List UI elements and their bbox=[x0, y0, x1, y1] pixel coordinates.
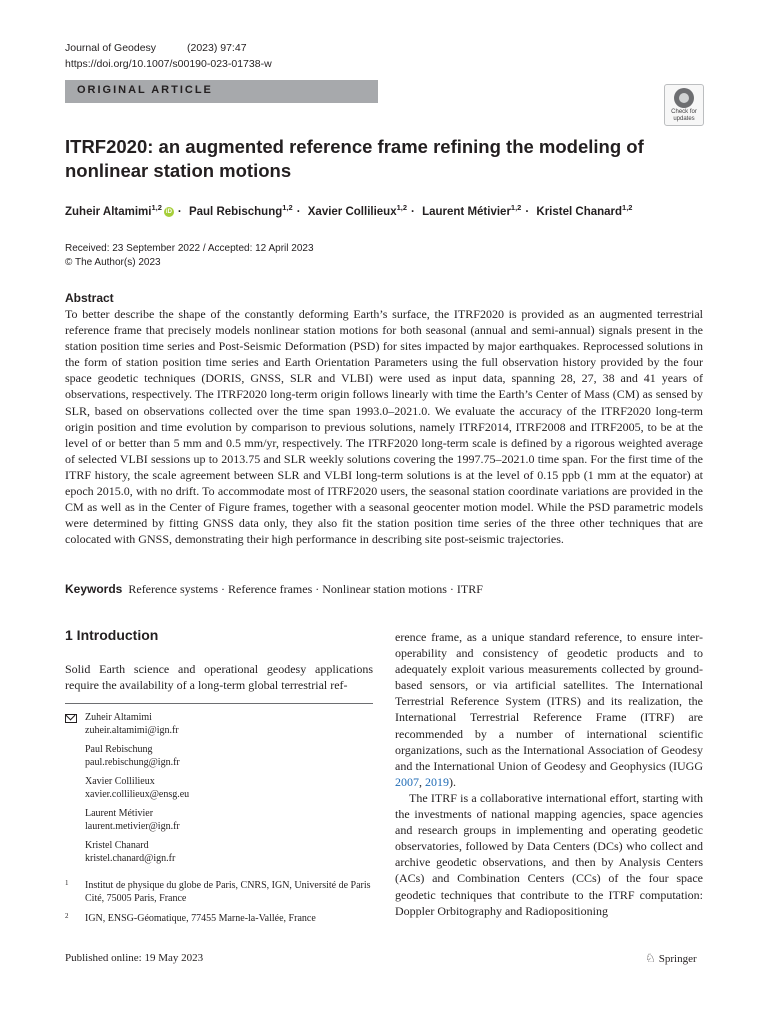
copyright: © The Author(s) 2023 bbox=[65, 257, 161, 268]
author-affiliation: 1,2 bbox=[282, 203, 293, 212]
abstract-text: To better describe the shape of the constantly deforming Earth’s surface, the ITRF2020 is provided as an augmented terrestrial reference frame that precisely models nonlinear station motions for both seasonal (annual and semi-annual) signals present in the station position time series and Post-Seismic Deformation (PSD) for sites impacted by major earthquakes. Reprocessed solutions in the form of station position time series and Earth Orientation Parameters using the full observation history provided by the four space geodetic techniques (DORIS, GNSS, SLR and VLBI) were used as input data, spanning 28, 27, 38 and 41 years of observations, respectively. The ITRF2020 long-term origin follows linearly with time the Earth’s Center of Mass (CM) as sensed by SLR, based on observations collected over the time span 1993.0–2021.0. We evaluate the accuracy of the ITRF2020 long-term origin position and time evolution by comparison to previous solutions, namely ITRF2014, ITRF2008 and ITRF2005, to be at the level of or better than 5 mm and 0.5 mm/yr, respectively. The ITRF2020 long-term scale is defined by a rigorous weighted average of selected VLBI sessions up to 2013.75 and SLR weekly solutions covering the 1997.75–2021.0 time span. For the first time of the ITRF history, the scale agreement between SLR and VLBI long-term solutions is at the level of 0.15 ppb (1 mm at the equator) at epoch 2015.0, with no drift. To accommodate most of ITRF2020 users, the seasonal station coordinate variations are provided in the CM as well as in the Center of Figure frames, together with a seasonal geocenter motion model. While the PSD parametric models were determined by fitting GNSS data only, they also fit the station position time series of the three other techniques that are colocated with GNSS, demonstrating their high performance in describing site post-seismic trajectories. bbox=[65, 307, 703, 547]
check-updates-line2: updates bbox=[673, 116, 695, 122]
journal-issue: (2023) 97:47 bbox=[186, 42, 247, 54]
author-affiliation: 1,2 bbox=[396, 203, 408, 212]
author-name: Laurent Métivier bbox=[422, 205, 511, 218]
citation-end: ). bbox=[449, 774, 456, 789]
contact-email[interactable]: laurent.metivier@ign.fr bbox=[85, 820, 180, 832]
footnote-divider bbox=[65, 703, 373, 704]
contact-name: Paul Rebischung bbox=[85, 744, 153, 755]
keywords-heading: Keywords bbox=[65, 582, 123, 596]
contact-item bbox=[65, 840, 373, 865]
received-accepted: Received: 23 September 2022 / Accepted: 12 April 2023 bbox=[65, 243, 314, 254]
article-title: ITRF2020: an augmented reference frame refining the modeling of nonlinear station motions bbox=[65, 136, 644, 181]
contact-name: Zuheir Altamimi bbox=[85, 712, 152, 723]
abstract-heading: Abstract bbox=[65, 291, 114, 305]
contact-email[interactable]: xavier.collilieux@ensg.eu bbox=[85, 788, 190, 800]
crossmark-icon bbox=[674, 88, 694, 108]
affiliation-text: IGN, ENSG-Géomatique, 77455 Marne-la-Vallée, France bbox=[85, 913, 316, 924]
author-affiliation: 1,2 bbox=[510, 203, 522, 212]
citation-link[interactable]: 2019 bbox=[425, 774, 449, 789]
section-heading-introduction: 1 Introduction bbox=[65, 627, 159, 643]
intro-right-column bbox=[395, 629, 703, 919]
author-affiliation: 1,2 bbox=[622, 203, 633, 212]
citation-link[interactable]: 2007 bbox=[395, 774, 419, 789]
contact-item bbox=[65, 776, 373, 801]
contact-item bbox=[65, 712, 373, 737]
journal-header bbox=[65, 40, 275, 72]
intro-paragraph-text: erence frame, as a unique standard reference, to ensure inter-operability and consistency of geodetic products and to adequately exploit various measurements collected by ground-based sensors, or via artificial satellites. The International Terrestrial Reference System (ITRS) and its realization, the International Terrestrial Reference Frame (ITRF) are recommended by a number of international scientific organizations, such as the International Association of Geodesy and the International Union of Geodesy and Geophysics (IUGG bbox=[395, 630, 703, 773]
contact-item bbox=[65, 744, 373, 769]
orcid-icon[interactable]: iD bbox=[165, 208, 172, 215]
check-updates-line1: Check for bbox=[671, 109, 697, 115]
contact-email[interactable]: paul.rebischung@ign.fr bbox=[85, 756, 180, 768]
affiliation-number: 1 bbox=[65, 879, 69, 887]
author-name: Paul Rebischung bbox=[188, 205, 283, 218]
contact-email[interactable]: kristel.chanard@ign.fr bbox=[85, 852, 176, 864]
springer-horse-icon: ♘ bbox=[645, 951, 656, 965]
contact-item bbox=[65, 808, 373, 833]
intro-left-paragraph: Solid Earth science and operational geodesy applications require the availability of a long-term global terrestrial ref- bbox=[65, 662, 373, 693]
author-list: Zuheir Altamimi$^{1,2}$ iD · Paul Rebischung$^{1,2}$ · Xavier Collilieux$^{1,2}$ · Laurent Métivier$^{1,2}$ · Kristel Chanard$^{1,2}$ bbox=[65, 203, 633, 218]
article-dates bbox=[65, 242, 314, 270]
contact-name: Xavier Collilieux bbox=[85, 776, 155, 787]
publisher-logo bbox=[645, 951, 697, 966]
contact-name: Laurent Métivier bbox=[85, 808, 154, 819]
author-contacts bbox=[65, 712, 373, 872]
contact-email[interactable]: zuheir.altamimi@ign.fr bbox=[85, 724, 179, 736]
intro-paragraph bbox=[395, 629, 703, 790]
article-type-banner bbox=[65, 80, 378, 103]
article-type-label: ORIGINAL ARTICLE bbox=[77, 84, 213, 96]
affiliation-number: 2 bbox=[65, 912, 69, 920]
journal-name: Journal of Geodesy bbox=[65, 42, 157, 54]
author-affiliation: 1,2 bbox=[151, 203, 162, 212]
published-online: Published online: 19 May 2023 bbox=[65, 952, 204, 964]
author-name: Xavier Collilieux bbox=[307, 205, 397, 218]
publisher-name: Springer bbox=[658, 953, 697, 965]
intro-paragraph: The ITRF is a collaborative international effort, starting with the investments of national mapping agencies, space agencies and research groups in implementing and operating geodetic observatories, followed by Data Centers (DCs) who collect and archive geodetic observations, and then by Analysis Centers (ACs) and Combination Centers (CCs) of the four space geodetic techniques that contribute to the ITRF computation: Doppler Orbitography and Radiopositioning bbox=[395, 790, 703, 918]
citation-separator: , bbox=[419, 774, 425, 789]
author-name: Zuheir Altamimi bbox=[65, 205, 152, 218]
envelope-icon bbox=[65, 714, 77, 723]
affiliation-text: Institut de physique du globe de Paris, CNRS, IGN, Université de Paris Cité, 75005 Paris, France bbox=[85, 880, 371, 904]
affiliation-item bbox=[65, 913, 373, 926]
author-name: Kristel Chanard bbox=[536, 205, 623, 218]
affiliation-item bbox=[65, 880, 373, 905]
keywords bbox=[65, 582, 705, 597]
doi-link[interactable]: https://doi.org/10.1007/s00190-023-01738-w bbox=[65, 58, 272, 70]
keywords-text: Reference systems · Reference frames · Nonlinear station motions · ITRF bbox=[128, 582, 483, 596]
affiliations bbox=[65, 880, 373, 934]
contact-name: Kristel Chanard bbox=[85, 840, 149, 851]
check-for-updates-badge[interactable] bbox=[664, 84, 704, 126]
